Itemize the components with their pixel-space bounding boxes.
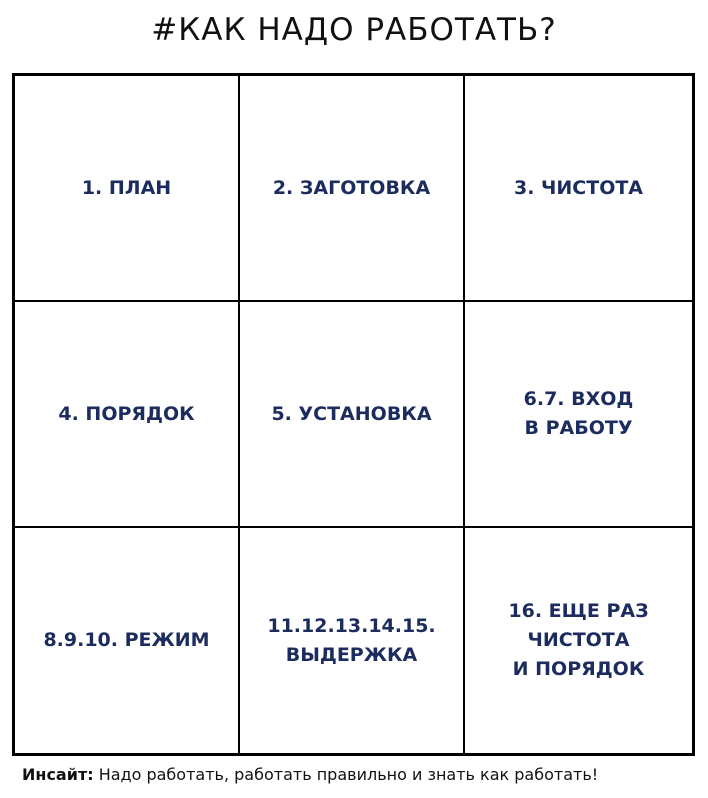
grid-cell-label: 2. ЗАГОТОВКА <box>272 176 431 199</box>
insight-text: Надо работать, работать правильно и знать как работать! <box>93 765 599 784</box>
grid-cell-order <box>15 302 240 528</box>
page-title: #КАК НАДО РАБОТАТЬ? <box>151 12 557 48</box>
grid-cell-label: 5. УСТАНОВКА <box>271 402 432 425</box>
grid-cell-label: 1. ПЛАН <box>81 176 172 199</box>
insight-footer <box>22 764 598 786</box>
grid-cell-cleanliness-and-order-again <box>465 528 692 753</box>
grid-cell-label: 8.9.10. РЕЖИМ <box>43 629 210 651</box>
grid-cell-label: 11.12.13.14.15. ВЫДЕРЖКА <box>267 614 436 666</box>
insight-label: Инсайт: <box>22 765 94 784</box>
grid-cell-cleanliness <box>465 76 692 302</box>
grid-cell-preparation <box>240 76 465 302</box>
grid-cell-label: 16. ЕЩЕ РАЗ ЧИСТОТА И ПОРЯДОК <box>508 600 649 680</box>
grid-cell-label: 3. ЧИСТОТА <box>513 176 644 199</box>
steps-grid <box>12 73 695 756</box>
grid-cell-plan <box>15 76 240 302</box>
grid-cell-setup <box>240 302 465 528</box>
grid-cell-regime <box>15 528 240 753</box>
grid-cell-label: 4. ПОРЯДОК <box>58 402 195 425</box>
grid-cell-entry-into-work <box>465 302 692 528</box>
grid-cell-label: 6.7. ВХОД В РАБОТУ <box>523 388 634 439</box>
grid-cell-endurance <box>240 528 465 753</box>
